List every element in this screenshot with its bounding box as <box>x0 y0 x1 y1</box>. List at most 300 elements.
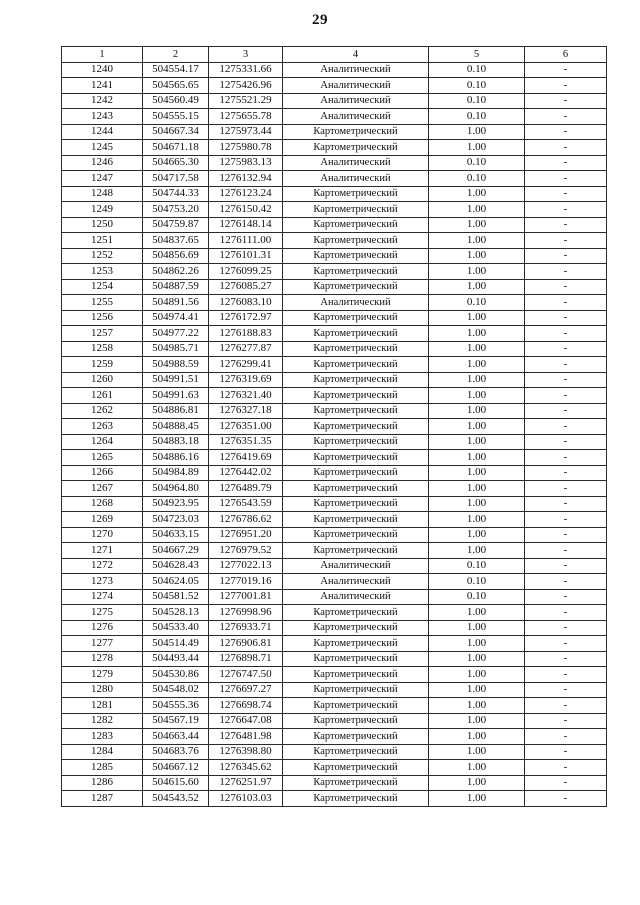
y-coordinate-cell: 1276419.69 <box>209 450 283 466</box>
y-coordinate-cell: 1276747.50 <box>209 667 283 683</box>
x-coordinate-cell: 504548.02 <box>143 682 209 698</box>
point-number-cell: 1247 <box>62 171 143 187</box>
y-coordinate-cell: 1276321.40 <box>209 388 283 404</box>
y-coordinate-cell: 1276111.00 <box>209 233 283 249</box>
x-coordinate-cell: 504964.80 <box>143 481 209 497</box>
y-coordinate-cell: 1276099.25 <box>209 264 283 280</box>
accuracy-cell: 1.00 <box>429 729 525 745</box>
method-cell: Картометрический <box>283 698 429 714</box>
y-coordinate-cell: 1276951.20 <box>209 527 283 543</box>
accuracy-cell: 0.10 <box>429 558 525 574</box>
x-coordinate-cell: 504886.81 <box>143 403 209 419</box>
table-row <box>62 341 607 357</box>
accuracy-cell: 1.00 <box>429 434 525 450</box>
accuracy-cell: 1.00 <box>429 403 525 419</box>
note-cell: - <box>525 233 607 249</box>
note-cell: - <box>525 248 607 264</box>
x-coordinate-cell: 504856.69 <box>143 248 209 264</box>
table-row <box>62 155 607 171</box>
method-cell: Картометрический <box>283 512 429 528</box>
table-row <box>62 729 607 745</box>
y-coordinate-cell: 1276543.59 <box>209 496 283 512</box>
point-number-cell: 1248 <box>62 186 143 202</box>
method-cell: Картометрический <box>283 279 429 295</box>
point-number-cell: 1245 <box>62 140 143 156</box>
method-cell: Картометрический <box>283 744 429 760</box>
point-number-cell: 1253 <box>62 264 143 280</box>
note-cell: - <box>525 744 607 760</box>
method-cell: Картометрический <box>283 651 429 667</box>
table-row <box>62 667 607 683</box>
table-row <box>62 279 607 295</box>
point-number-cell: 1266 <box>62 465 143 481</box>
note-cell: - <box>525 419 607 435</box>
table-row <box>62 233 607 249</box>
table-row <box>62 558 607 574</box>
point-number-cell: 1255 <box>62 295 143 311</box>
method-cell: Аналитический <box>283 93 429 109</box>
y-coordinate-cell: 1276351.35 <box>209 434 283 450</box>
x-coordinate-cell: 504923.95 <box>143 496 209 512</box>
accuracy-cell: 1.00 <box>429 450 525 466</box>
accuracy-cell: 0.10 <box>429 93 525 109</box>
point-number-cell: 1282 <box>62 713 143 729</box>
x-coordinate-cell: 504555.15 <box>143 109 209 125</box>
note-cell: - <box>525 574 607 590</box>
accuracy-cell: 1.00 <box>429 233 525 249</box>
note-cell: - <box>525 264 607 280</box>
table-row <box>62 496 607 512</box>
y-coordinate-cell: 1276150.42 <box>209 202 283 218</box>
note-cell: - <box>525 636 607 652</box>
method-cell: Картометрический <box>283 202 429 218</box>
table-row <box>62 481 607 497</box>
table-row <box>62 248 607 264</box>
y-coordinate-cell: 1277019.16 <box>209 574 283 590</box>
note-cell: - <box>525 791 607 807</box>
method-cell: Аналитический <box>283 78 429 94</box>
x-coordinate-cell: 504862.26 <box>143 264 209 280</box>
accuracy-cell: 1.00 <box>429 124 525 140</box>
table-row <box>62 295 607 311</box>
note-cell: - <box>525 78 607 94</box>
point-number-cell: 1254 <box>62 279 143 295</box>
table-row <box>62 388 607 404</box>
table-row <box>62 109 607 125</box>
note-cell: - <box>525 543 607 559</box>
note-cell: - <box>525 357 607 373</box>
table-row <box>62 93 607 109</box>
accuracy-cell: 0.10 <box>429 62 525 78</box>
accuracy-cell: 1.00 <box>429 760 525 776</box>
point-number-cell: 1264 <box>62 434 143 450</box>
note-cell: - <box>525 558 607 574</box>
table-row <box>62 419 607 435</box>
note-cell: - <box>525 450 607 466</box>
accuracy-cell: 1.00 <box>429 698 525 714</box>
accuracy-cell: 1.00 <box>429 496 525 512</box>
method-cell: Картометрический <box>283 481 429 497</box>
note-cell: - <box>525 667 607 683</box>
point-number-cell: 1257 <box>62 326 143 342</box>
accuracy-cell: 1.00 <box>429 186 525 202</box>
accuracy-cell: 1.00 <box>429 543 525 559</box>
note-cell: - <box>525 171 607 187</box>
method-cell: Аналитический <box>283 62 429 78</box>
accuracy-cell: 1.00 <box>429 465 525 481</box>
column-header: 2 <box>143 47 209 63</box>
table-row <box>62 698 607 714</box>
point-number-cell: 1263 <box>62 419 143 435</box>
note-cell: - <box>525 109 607 125</box>
method-cell: Аналитический <box>283 574 429 590</box>
x-coordinate-cell: 504723.03 <box>143 512 209 528</box>
x-coordinate-cell: 504671.18 <box>143 140 209 156</box>
x-coordinate-cell: 504633.15 <box>143 527 209 543</box>
x-coordinate-cell: 504543.52 <box>143 791 209 807</box>
method-cell: Картометрический <box>283 791 429 807</box>
page-number: 29 <box>312 12 328 28</box>
point-number-cell: 1281 <box>62 698 143 714</box>
accuracy-cell: 0.10 <box>429 155 525 171</box>
accuracy-cell: 1.00 <box>429 713 525 729</box>
y-coordinate-cell: 1276188.83 <box>209 326 283 342</box>
x-coordinate-cell: 504555.36 <box>143 698 209 714</box>
x-coordinate-cell: 504991.63 <box>143 388 209 404</box>
method-cell: Картометрический <box>283 217 429 233</box>
point-number-cell: 1251 <box>62 233 143 249</box>
method-cell: Картометрический <box>283 372 429 388</box>
table-row <box>62 574 607 590</box>
method-cell: Картометрический <box>283 310 429 326</box>
table-row <box>62 543 607 559</box>
table-row <box>62 357 607 373</box>
y-coordinate-cell: 1276299.41 <box>209 357 283 373</box>
x-coordinate-cell: 504493.44 <box>143 651 209 667</box>
x-coordinate-cell: 504663.44 <box>143 729 209 745</box>
method-cell: Картометрический <box>283 264 429 280</box>
accuracy-cell: 1.00 <box>429 791 525 807</box>
y-coordinate-cell: 1277022.13 <box>209 558 283 574</box>
table-row <box>62 326 607 342</box>
note-cell: - <box>525 651 607 667</box>
accuracy-cell: 1.00 <box>429 667 525 683</box>
point-number-cell: 1285 <box>62 760 143 776</box>
table-row <box>62 171 607 187</box>
x-coordinate-cell: 504977.22 <box>143 326 209 342</box>
point-number-cell: 1284 <box>62 744 143 760</box>
y-coordinate-cell: 1276647.08 <box>209 713 283 729</box>
x-coordinate-cell: 504717.58 <box>143 171 209 187</box>
note-cell: - <box>525 698 607 714</box>
accuracy-cell: 1.00 <box>429 388 525 404</box>
method-cell: Аналитический <box>283 295 429 311</box>
table-row <box>62 605 607 621</box>
y-coordinate-cell: 1276442.02 <box>209 465 283 481</box>
point-number-cell: 1277 <box>62 636 143 652</box>
accuracy-cell: 0.10 <box>429 574 525 590</box>
y-coordinate-cell: 1276398.80 <box>209 744 283 760</box>
accuracy-cell: 1.00 <box>429 481 525 497</box>
note-cell: - <box>525 341 607 357</box>
x-coordinate-cell: 504565.65 <box>143 78 209 94</box>
y-coordinate-cell: 1276933.71 <box>209 620 283 636</box>
note-cell: - <box>525 310 607 326</box>
point-number-cell: 1242 <box>62 93 143 109</box>
note-cell: - <box>525 434 607 450</box>
table-row <box>62 186 607 202</box>
method-cell: Картометрический <box>283 186 429 202</box>
x-coordinate-cell: 504667.34 <box>143 124 209 140</box>
column-header: 6 <box>525 47 607 63</box>
method-cell: Картометрический <box>283 713 429 729</box>
x-coordinate-cell: 504753.20 <box>143 202 209 218</box>
method-cell: Картометрический <box>283 465 429 481</box>
note-cell: - <box>525 589 607 605</box>
method-cell: Аналитический <box>283 109 429 125</box>
point-number-cell: 1252 <box>62 248 143 264</box>
note-cell: - <box>525 527 607 543</box>
point-number-cell: 1283 <box>62 729 143 745</box>
y-coordinate-cell: 1276697.27 <box>209 682 283 698</box>
point-number-cell: 1246 <box>62 155 143 171</box>
point-number-cell: 1240 <box>62 62 143 78</box>
y-coordinate-cell: 1275983.13 <box>209 155 283 171</box>
note-cell: - <box>525 202 607 218</box>
table-row <box>62 512 607 528</box>
note-cell: - <box>525 605 607 621</box>
note-cell: - <box>525 326 607 342</box>
accuracy-cell: 1.00 <box>429 310 525 326</box>
note-cell: - <box>525 465 607 481</box>
y-coordinate-cell: 1276351.00 <box>209 419 283 435</box>
point-number-cell: 1259 <box>62 357 143 373</box>
point-number-cell: 1260 <box>62 372 143 388</box>
note-cell: - <box>525 62 607 78</box>
accuracy-cell: 1.00 <box>429 744 525 760</box>
method-cell: Картометрический <box>283 450 429 466</box>
accuracy-cell: 1.00 <box>429 341 525 357</box>
x-coordinate-cell: 504624.05 <box>143 574 209 590</box>
accuracy-cell: 1.00 <box>429 264 525 280</box>
table-row <box>62 372 607 388</box>
accuracy-cell: 1.00 <box>429 620 525 636</box>
accuracy-cell: 1.00 <box>429 140 525 156</box>
note-cell: - <box>525 295 607 311</box>
x-coordinate-cell: 504744.33 <box>143 186 209 202</box>
accuracy-cell: 1.00 <box>429 605 525 621</box>
table-row <box>62 62 607 78</box>
note-cell: - <box>525 186 607 202</box>
note-cell: - <box>525 388 607 404</box>
y-coordinate-cell: 1276132.94 <box>209 171 283 187</box>
x-coordinate-cell: 504991.51 <box>143 372 209 388</box>
table-row <box>62 682 607 698</box>
table-row <box>62 124 607 140</box>
point-number-cell: 1272 <box>62 558 143 574</box>
method-cell: Картометрический <box>283 403 429 419</box>
point-number-cell: 1279 <box>62 667 143 683</box>
y-coordinate-cell: 1276327.18 <box>209 403 283 419</box>
note-cell: - <box>525 713 607 729</box>
note-cell: - <box>525 775 607 791</box>
table-row <box>62 620 607 636</box>
accuracy-cell: 1.00 <box>429 357 525 373</box>
note-cell: - <box>525 124 607 140</box>
table-row <box>62 450 607 466</box>
x-coordinate-cell: 504683.76 <box>143 744 209 760</box>
note-cell: - <box>525 682 607 698</box>
note-cell: - <box>525 217 607 233</box>
y-coordinate-cell: 1276123.24 <box>209 186 283 202</box>
y-coordinate-cell: 1276085.27 <box>209 279 283 295</box>
point-number-cell: 1267 <box>62 481 143 497</box>
method-cell: Аналитический <box>283 171 429 187</box>
point-number-cell: 1274 <box>62 589 143 605</box>
method-cell: Картометрический <box>283 682 429 698</box>
note-cell: - <box>525 496 607 512</box>
accuracy-cell: 1.00 <box>429 419 525 435</box>
accuracy-cell: 0.10 <box>429 589 525 605</box>
accuracy-cell: 1.00 <box>429 775 525 791</box>
method-cell: Картометрический <box>283 388 429 404</box>
point-number-cell: 1268 <box>62 496 143 512</box>
accuracy-cell: 1.00 <box>429 248 525 264</box>
column-header: 5 <box>429 47 525 63</box>
method-cell: Картометрический <box>283 248 429 264</box>
y-coordinate-cell: 1275655.78 <box>209 109 283 125</box>
table-row <box>62 760 607 776</box>
method-cell: Картометрический <box>283 233 429 249</box>
method-cell: Картометрический <box>283 341 429 357</box>
x-coordinate-cell: 504886.16 <box>143 450 209 466</box>
point-number-cell: 1271 <box>62 543 143 559</box>
point-number-cell: 1249 <box>62 202 143 218</box>
x-coordinate-cell: 504514.49 <box>143 636 209 652</box>
table-row <box>62 651 607 667</box>
method-cell: Картометрический <box>283 434 429 450</box>
table-row <box>62 202 607 218</box>
note-cell: - <box>525 620 607 636</box>
method-cell: Аналитический <box>283 589 429 605</box>
method-cell: Картометрический <box>283 636 429 652</box>
accuracy-cell: 1.00 <box>429 279 525 295</box>
y-coordinate-cell: 1276979.52 <box>209 543 283 559</box>
x-coordinate-cell: 504974.41 <box>143 310 209 326</box>
x-coordinate-cell: 504985.71 <box>143 341 209 357</box>
x-coordinate-cell: 504554.17 <box>143 62 209 78</box>
method-cell: Картометрический <box>283 357 429 373</box>
accuracy-cell: 0.10 <box>429 171 525 187</box>
accuracy-cell: 1.00 <box>429 651 525 667</box>
table-row <box>62 713 607 729</box>
x-coordinate-cell: 504567.19 <box>143 713 209 729</box>
x-coordinate-cell: 504988.59 <box>143 357 209 373</box>
point-number-cell: 1286 <box>62 775 143 791</box>
method-cell: Картометрический <box>283 419 429 435</box>
point-number-cell: 1262 <box>62 403 143 419</box>
method-cell: Картометрический <box>283 543 429 559</box>
method-cell: Картометрический <box>283 527 429 543</box>
point-number-cell: 1256 <box>62 310 143 326</box>
method-cell: Картометрический <box>283 605 429 621</box>
accuracy-cell: 0.10 <box>429 295 525 311</box>
table-row <box>62 527 607 543</box>
y-coordinate-cell: 1275980.78 <box>209 140 283 156</box>
y-coordinate-cell: 1276319.69 <box>209 372 283 388</box>
accuracy-cell: 1.00 <box>429 527 525 543</box>
accuracy-cell: 1.00 <box>429 512 525 528</box>
point-number-cell: 1276 <box>62 620 143 636</box>
table-row <box>62 434 607 450</box>
point-number-cell: 1278 <box>62 651 143 667</box>
table-row <box>62 775 607 791</box>
x-coordinate-cell: 504888.45 <box>143 419 209 435</box>
note-cell: - <box>525 155 607 171</box>
x-coordinate-cell: 504667.12 <box>143 760 209 776</box>
x-coordinate-cell: 504759.87 <box>143 217 209 233</box>
point-number-cell: 1273 <box>62 574 143 590</box>
x-coordinate-cell: 504665.30 <box>143 155 209 171</box>
note-cell: - <box>525 279 607 295</box>
y-coordinate-cell: 1276786.62 <box>209 512 283 528</box>
accuracy-cell: 1.00 <box>429 326 525 342</box>
x-coordinate-cell: 504837.65 <box>143 233 209 249</box>
point-number-cell: 1250 <box>62 217 143 233</box>
note-cell: - <box>525 372 607 388</box>
point-number-cell: 1287 <box>62 791 143 807</box>
point-number-cell: 1265 <box>62 450 143 466</box>
table-body <box>62 62 607 806</box>
y-coordinate-cell: 1276698.74 <box>209 698 283 714</box>
x-coordinate-cell: 504887.59 <box>143 279 209 295</box>
y-coordinate-cell: 1275426.96 <box>209 78 283 94</box>
table-row <box>62 264 607 280</box>
method-cell: Аналитический <box>283 558 429 574</box>
table-row <box>62 465 607 481</box>
method-cell: Картометрический <box>283 124 429 140</box>
accuracy-cell: 0.10 <box>429 78 525 94</box>
point-number-cell: 1269 <box>62 512 143 528</box>
point-number-cell: 1275 <box>62 605 143 621</box>
column-header: 3 <box>209 47 283 63</box>
method-cell: Картометрический <box>283 496 429 512</box>
note-cell: - <box>525 93 607 109</box>
y-coordinate-cell: 1276103.03 <box>209 791 283 807</box>
x-coordinate-cell: 504533.40 <box>143 620 209 636</box>
table-header-row <box>62 47 607 63</box>
point-number-cell: 1244 <box>62 124 143 140</box>
accuracy-cell: 1.00 <box>429 202 525 218</box>
y-coordinate-cell: 1275973.44 <box>209 124 283 140</box>
note-cell: - <box>525 481 607 497</box>
method-cell: Картометрический <box>283 620 429 636</box>
note-cell: - <box>525 760 607 776</box>
method-cell: Картометрический <box>283 667 429 683</box>
y-coordinate-cell: 1276345.62 <box>209 760 283 776</box>
method-cell: Картометрический <box>283 760 429 776</box>
y-coordinate-cell: 1276277.87 <box>209 341 283 357</box>
y-coordinate-cell: 1276898.71 <box>209 651 283 667</box>
table-row <box>62 791 607 807</box>
y-coordinate-cell: 1275331.66 <box>209 62 283 78</box>
point-number-cell: 1243 <box>62 109 143 125</box>
table-row <box>62 78 607 94</box>
method-cell: Картометрический <box>283 729 429 745</box>
column-header: 1 <box>62 47 143 63</box>
point-number-cell: 1258 <box>62 341 143 357</box>
table-row <box>62 310 607 326</box>
